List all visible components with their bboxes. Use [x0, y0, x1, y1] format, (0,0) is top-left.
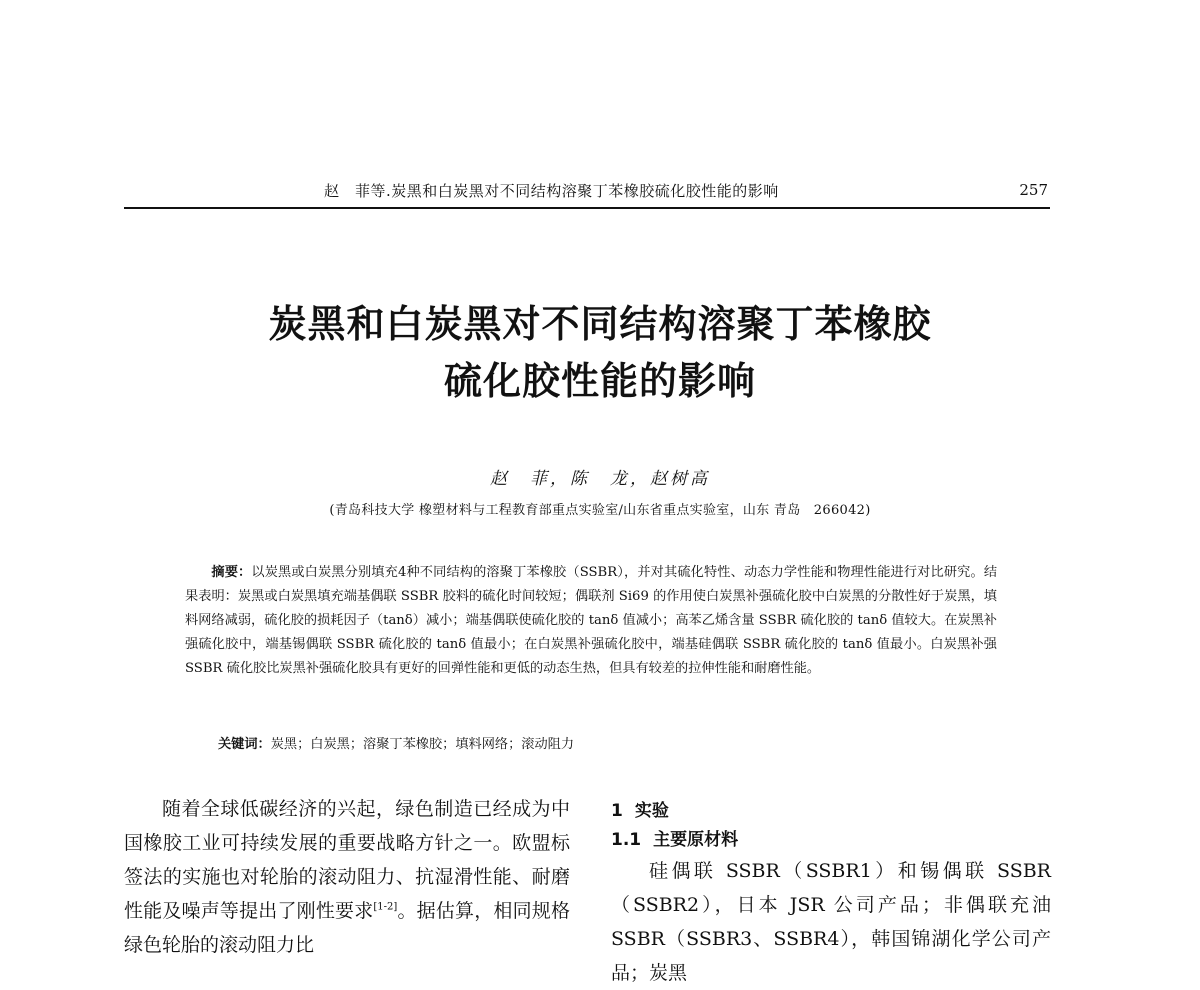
- body-column-left: [124, 792, 570, 962]
- keywords-text: 炭黑；白炭黑；溶聚丁苯橡胶；填料网络；滚动阻力: [270, 737, 575, 752]
- intro-text-cont: 。据估算，相同规格绿色轮胎的滚动阻力比: [124, 900, 570, 956]
- keywords: [218, 733, 998, 757]
- citation-ref: [1-2]: [373, 901, 398, 913]
- keywords-label: 关键词：: [218, 737, 271, 752]
- body-column-right: [611, 798, 1051, 990]
- authors: 赵 菲，陈 龙，赵树高: [490, 469, 710, 489]
- intro-paragraph: [124, 792, 570, 962]
- running-header: [124, 178, 1050, 208]
- section-title: 实验: [634, 801, 669, 821]
- subsection-heading: [611, 827, 1051, 853]
- article-title-line-1: 炭黑和白炭黑对不同结构溶聚丁苯橡胶: [268, 302, 932, 346]
- section-number: 1: [611, 801, 623, 821]
- abstract: [185, 561, 997, 681]
- header-rule: [124, 207, 1050, 209]
- running-title: 赵 菲等.炭黑和白炭黑对不同结构溶聚丁苯橡胶硫化胶性能的影响: [324, 182, 779, 200]
- abstract-label: 摘要：: [211, 565, 252, 580]
- subsection-number: 1.1: [611, 830, 642, 850]
- article-title-line-2: 硫化胶性能的影响: [443, 359, 756, 403]
- subsection-title: 主要原材料: [653, 830, 739, 850]
- abstract-text: 以炭黑或白炭黑分别填充4种不同结构的溶聚丁苯橡胶（SSBR），并对其硫化特性、动态力学性能和物理性能进行对比研究。结果表明：炭黑或白炭黑填充端基偶联 SSBR 胶料的硫化时间较短；偶联剂 Si69 的作用使白炭黑补强硫化胶中白炭黑的分散性好于炭黑，填料网络减弱，硫化胶的损耗因子（tanδ）减小；端基偶联使硫化胶的 tanδ 值减小；高苯乙烯含量 SSBR 硫化胶的 tanδ 值较大。在炭黑补强硫化胶中，端基锡偶联 SSBR 硫化胶的 tanδ 值最小；在白炭黑补强硫化胶中，端基硅偶联 SSBR 硫化胶的 tanδ 值最小。白炭黑补强 SSBR 硫化胶比炭黑补强硫化胶具有更好的回弹性能和更低的动态生热，但具有较差的拉伸性能和耐磨性能。: [185, 565, 998, 676]
- intro-text: 随着全球低碳经济的兴起，绿色制造已经成为中国橡胶工业可持续发展的重要战略方针之一。欧盟标签法的实施也对轮胎的滚动阻力、抗湿滑性能、耐磨性能及噪声等提出了刚性要求: [124, 798, 570, 922]
- section-heading: [611, 798, 1051, 824]
- materials-paragraph: 硅偶联 SSBR（SSBR1）和锡偶联 SSBR（SSBR2），日本 JSR 公司产品；非偶联充油 SSBR（SSBR3、SSBR4），韩国锦湖化学公司产品；炭黑: [611, 860, 1051, 984]
- affiliation: (青岛科技大学 橡塑材料与工程教育部重点实验室/山东省重点实验室，山东 青岛 266042): [329, 503, 871, 518]
- page-number: 257: [1019, 181, 1048, 199]
